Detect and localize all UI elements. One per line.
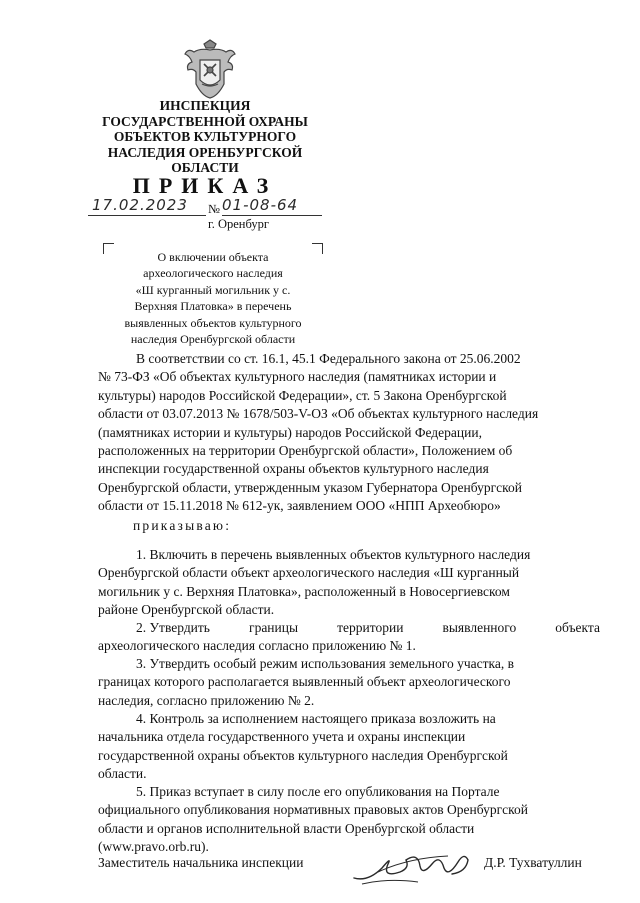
order-subject <box>103 249 323 347</box>
item-line: наследия, согласно приложению № 2. <box>98 692 315 708</box>
item-line: 5. Приказ вступает в силу после его опубликования на Портале <box>136 784 500 799</box>
order-date: 17.02.2023 <box>92 196 188 214</box>
signer-name: Д.Р. Тухватуллин <box>484 855 582 870</box>
preamble-line: (памятниках истории и культуры) народов Российской Федерации, <box>98 424 482 440</box>
city: г. Оренбург <box>208 217 269 231</box>
preamble-line: Оренбургской области, утвержденным указом Губернатора Оренбургской <box>98 479 522 495</box>
org-line: ИНСПЕКЦИЯ <box>159 98 251 113</box>
item-word: границы <box>249 620 299 635</box>
preamble-paragraph <box>98 350 600 516</box>
coat-of-arms-emblem <box>182 38 238 100</box>
document-type-title: ПРИКАЗ <box>132 173 278 198</box>
preamble-line: В соответствии со ст. 16.1, 45.1 Федерального закона от 25.06.2002 <box>136 351 521 366</box>
item-line: границах которого располагается выявленный объект археологического <box>98 674 511 690</box>
order-item <box>98 710 600 784</box>
preamble-line: области от 03.07.2013 № 1678/503-V-ОЗ «Об объектах культурного наследия <box>98 406 539 422</box>
item-line: археологического наследия согласно приложению № 1. <box>98 638 416 654</box>
number-underline <box>222 215 322 216</box>
order-keyword: приказываю: <box>133 518 232 533</box>
order-item <box>98 546 600 620</box>
item-line: государственной охраны объектов культурного наследия Оренбургской <box>98 747 508 763</box>
handwritten-signature <box>348 838 476 890</box>
org-line: НАСЛЕДИЯ ОРЕНБУРГСКОЙ <box>107 144 303 160</box>
subject-line: археологического наследия <box>143 266 283 281</box>
subject-line: Верхняя Платовка» в перечень <box>134 299 292 314</box>
order-item <box>98 655 600 710</box>
item-line: области и органов исполнительной власти Оренбургской области <box>98 820 475 836</box>
subject-line: наследия Оренбургской области <box>130 332 296 347</box>
organization-name <box>80 98 330 176</box>
item-word: 2. Утвердить <box>136 620 210 635</box>
order-item <box>98 619 600 656</box>
subject-line: О включении объекта <box>157 250 269 264</box>
preamble-line: № 73-ФЗ «Об объектах культурного наследия (памятниках истории и <box>98 369 497 385</box>
number-sign: № <box>208 202 220 216</box>
preamble-line: культуры) народов Российской Федерации», ст. 5 Закона Оренбургской <box>98 387 507 403</box>
item-line: начальника отдела государственного учета и охраны инспекции <box>98 729 466 745</box>
item-line <box>98 619 600 637</box>
date-underline <box>88 215 206 216</box>
item-word: выявленного <box>442 620 517 635</box>
item-word: территории <box>337 620 404 635</box>
item-line: 4. Контроль за исполнением настоящего приказа возложить на <box>136 711 496 726</box>
item-line: (www.pravo.orb.ru). <box>98 839 209 855</box>
item-line: могильник у с. Верхняя Платовка», расположенный в Новосергиевском <box>98 583 510 599</box>
org-line: ГОСУДАРСТВЕННОЙ ОХРАНЫ <box>102 113 308 129</box>
signer-position: Заместитель начальника инспекции <box>98 855 304 870</box>
preamble-line: расположенных на территории Оренбургской области», Положением об <box>98 443 513 459</box>
item-line: районе Оренбургской области. <box>98 602 275 618</box>
item-word: объекта <box>555 620 600 635</box>
subject-line: «Ш курганный могильник у с. <box>135 282 291 297</box>
preamble-line: инспекции государственной охраны объектов культурного наследия <box>98 461 489 477</box>
preamble-line: области от 15.11.2018 № 612-ук, заявлением ООО «НПП Археобюро» <box>98 498 501 514</box>
item-line: 1. Включить в перечень выявленных объектов культурного наследия <box>136 547 531 562</box>
item-line: Оренбургской области объект археологического наследия «Ш курганный <box>98 565 520 581</box>
org-line: ОБЛАСТИ <box>171 160 239 175</box>
item-line: области. <box>98 766 147 782</box>
subject-line: выявленных объектов культурного <box>124 315 302 330</box>
item-line: 3. Утвердить особый режим использования земельного участка, в <box>136 656 514 671</box>
item-line: официального опубликования нормативных правовых актов Оренбургской <box>98 802 529 818</box>
org-line: ОБЪЕКТОВ КУЛЬТУРНОГО <box>113 129 297 144</box>
order-number: 01-08-64 <box>222 196 299 214</box>
